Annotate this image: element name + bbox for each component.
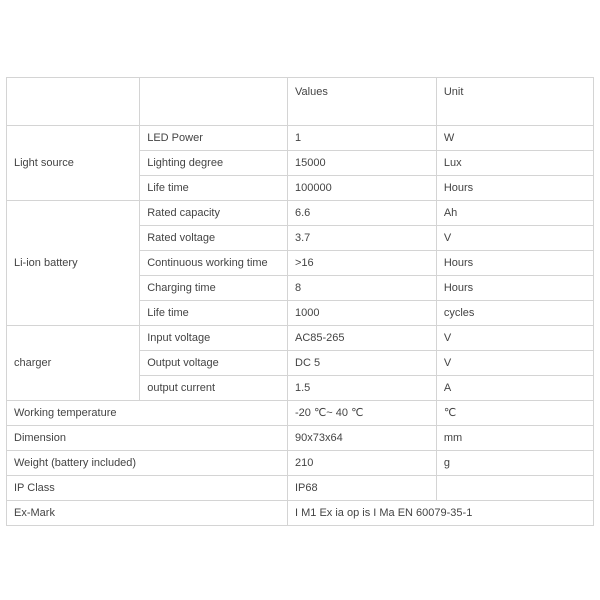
spec-label: Working temperature [7, 401, 288, 426]
spec-label: Ex-Mark [7, 501, 288, 526]
table-row [7, 501, 594, 526]
table-row [7, 201, 594, 226]
group-label-li-ion-battery: Li-ion battery [7, 201, 140, 326]
parameter-value: 1 [288, 126, 437, 151]
parameter-unit: Ah [436, 201, 593, 226]
table-row [7, 451, 594, 476]
parameter-value: 15000 [288, 151, 437, 176]
spec-unit: ℃ [436, 401, 593, 426]
parameter-name: Lighting degree [140, 151, 288, 176]
parameter-value: 1.5 [288, 376, 437, 401]
parameter-name: Input voltage [140, 326, 288, 351]
header-cell-unit: Unit [436, 78, 593, 126]
parameter-unit: Hours [436, 251, 593, 276]
spec-unit: mm [436, 426, 593, 451]
parameter-value: 6.6 [288, 201, 437, 226]
spec-value: IP68 [288, 476, 437, 501]
parameter-name: Continuous working time [140, 251, 288, 276]
header-row [7, 78, 594, 126]
table-row [7, 401, 594, 426]
parameter-value: 8 [288, 276, 437, 301]
parameter-unit: Lux [436, 151, 593, 176]
parameter-unit: Hours [436, 176, 593, 201]
spec-label: Dimension [7, 426, 288, 451]
parameter-unit: Hours [436, 276, 593, 301]
parameter-unit: V [436, 351, 593, 376]
header-cell-category [7, 78, 140, 126]
parameter-value: AC85-265 [288, 326, 437, 351]
parameter-name: Life time [140, 301, 288, 326]
parameter-unit: V [436, 226, 593, 251]
parameter-unit: V [436, 326, 593, 351]
spec-unit: g [436, 451, 593, 476]
parameter-name: Rated voltage [140, 226, 288, 251]
parameter-name: Rated capacity [140, 201, 288, 226]
table-row [7, 426, 594, 451]
table-row [7, 326, 594, 351]
group-label-charger: charger [7, 326, 140, 401]
header-cell-values: Values [288, 78, 437, 126]
spec-label: IP Class [7, 476, 288, 501]
parameter-name: output current [140, 376, 288, 401]
parameter-value: DC 5 [288, 351, 437, 376]
spec-value: 210 [288, 451, 437, 476]
parameter-unit: cycles [436, 301, 593, 326]
parameter-name: Charging time [140, 276, 288, 301]
parameter-unit: W [436, 126, 593, 151]
parameter-name: Output voltage [140, 351, 288, 376]
group-label-light-source: Light source [7, 126, 140, 201]
spec-value: I M1 Ex ia op is I Ma EN 60079-35-1 [288, 501, 594, 526]
parameter-unit: A [436, 376, 593, 401]
parameter-value: 3.7 [288, 226, 437, 251]
spec-value: 90x73x64 [288, 426, 437, 451]
parameter-value: >16 [288, 251, 437, 276]
parameter-name: LED Power [140, 126, 288, 151]
spec-label: Weight (battery included) [7, 451, 288, 476]
spec-unit [436, 476, 593, 501]
parameter-value: 1000 [288, 301, 437, 326]
table-row [7, 476, 594, 501]
parameter-value: 100000 [288, 176, 437, 201]
header-cell-parameter [140, 78, 288, 126]
spec-table [6, 77, 594, 526]
spec-value: -20 ℃~ 40 ℃ [288, 401, 437, 426]
table-row [7, 126, 594, 151]
parameter-name: Life time [140, 176, 288, 201]
